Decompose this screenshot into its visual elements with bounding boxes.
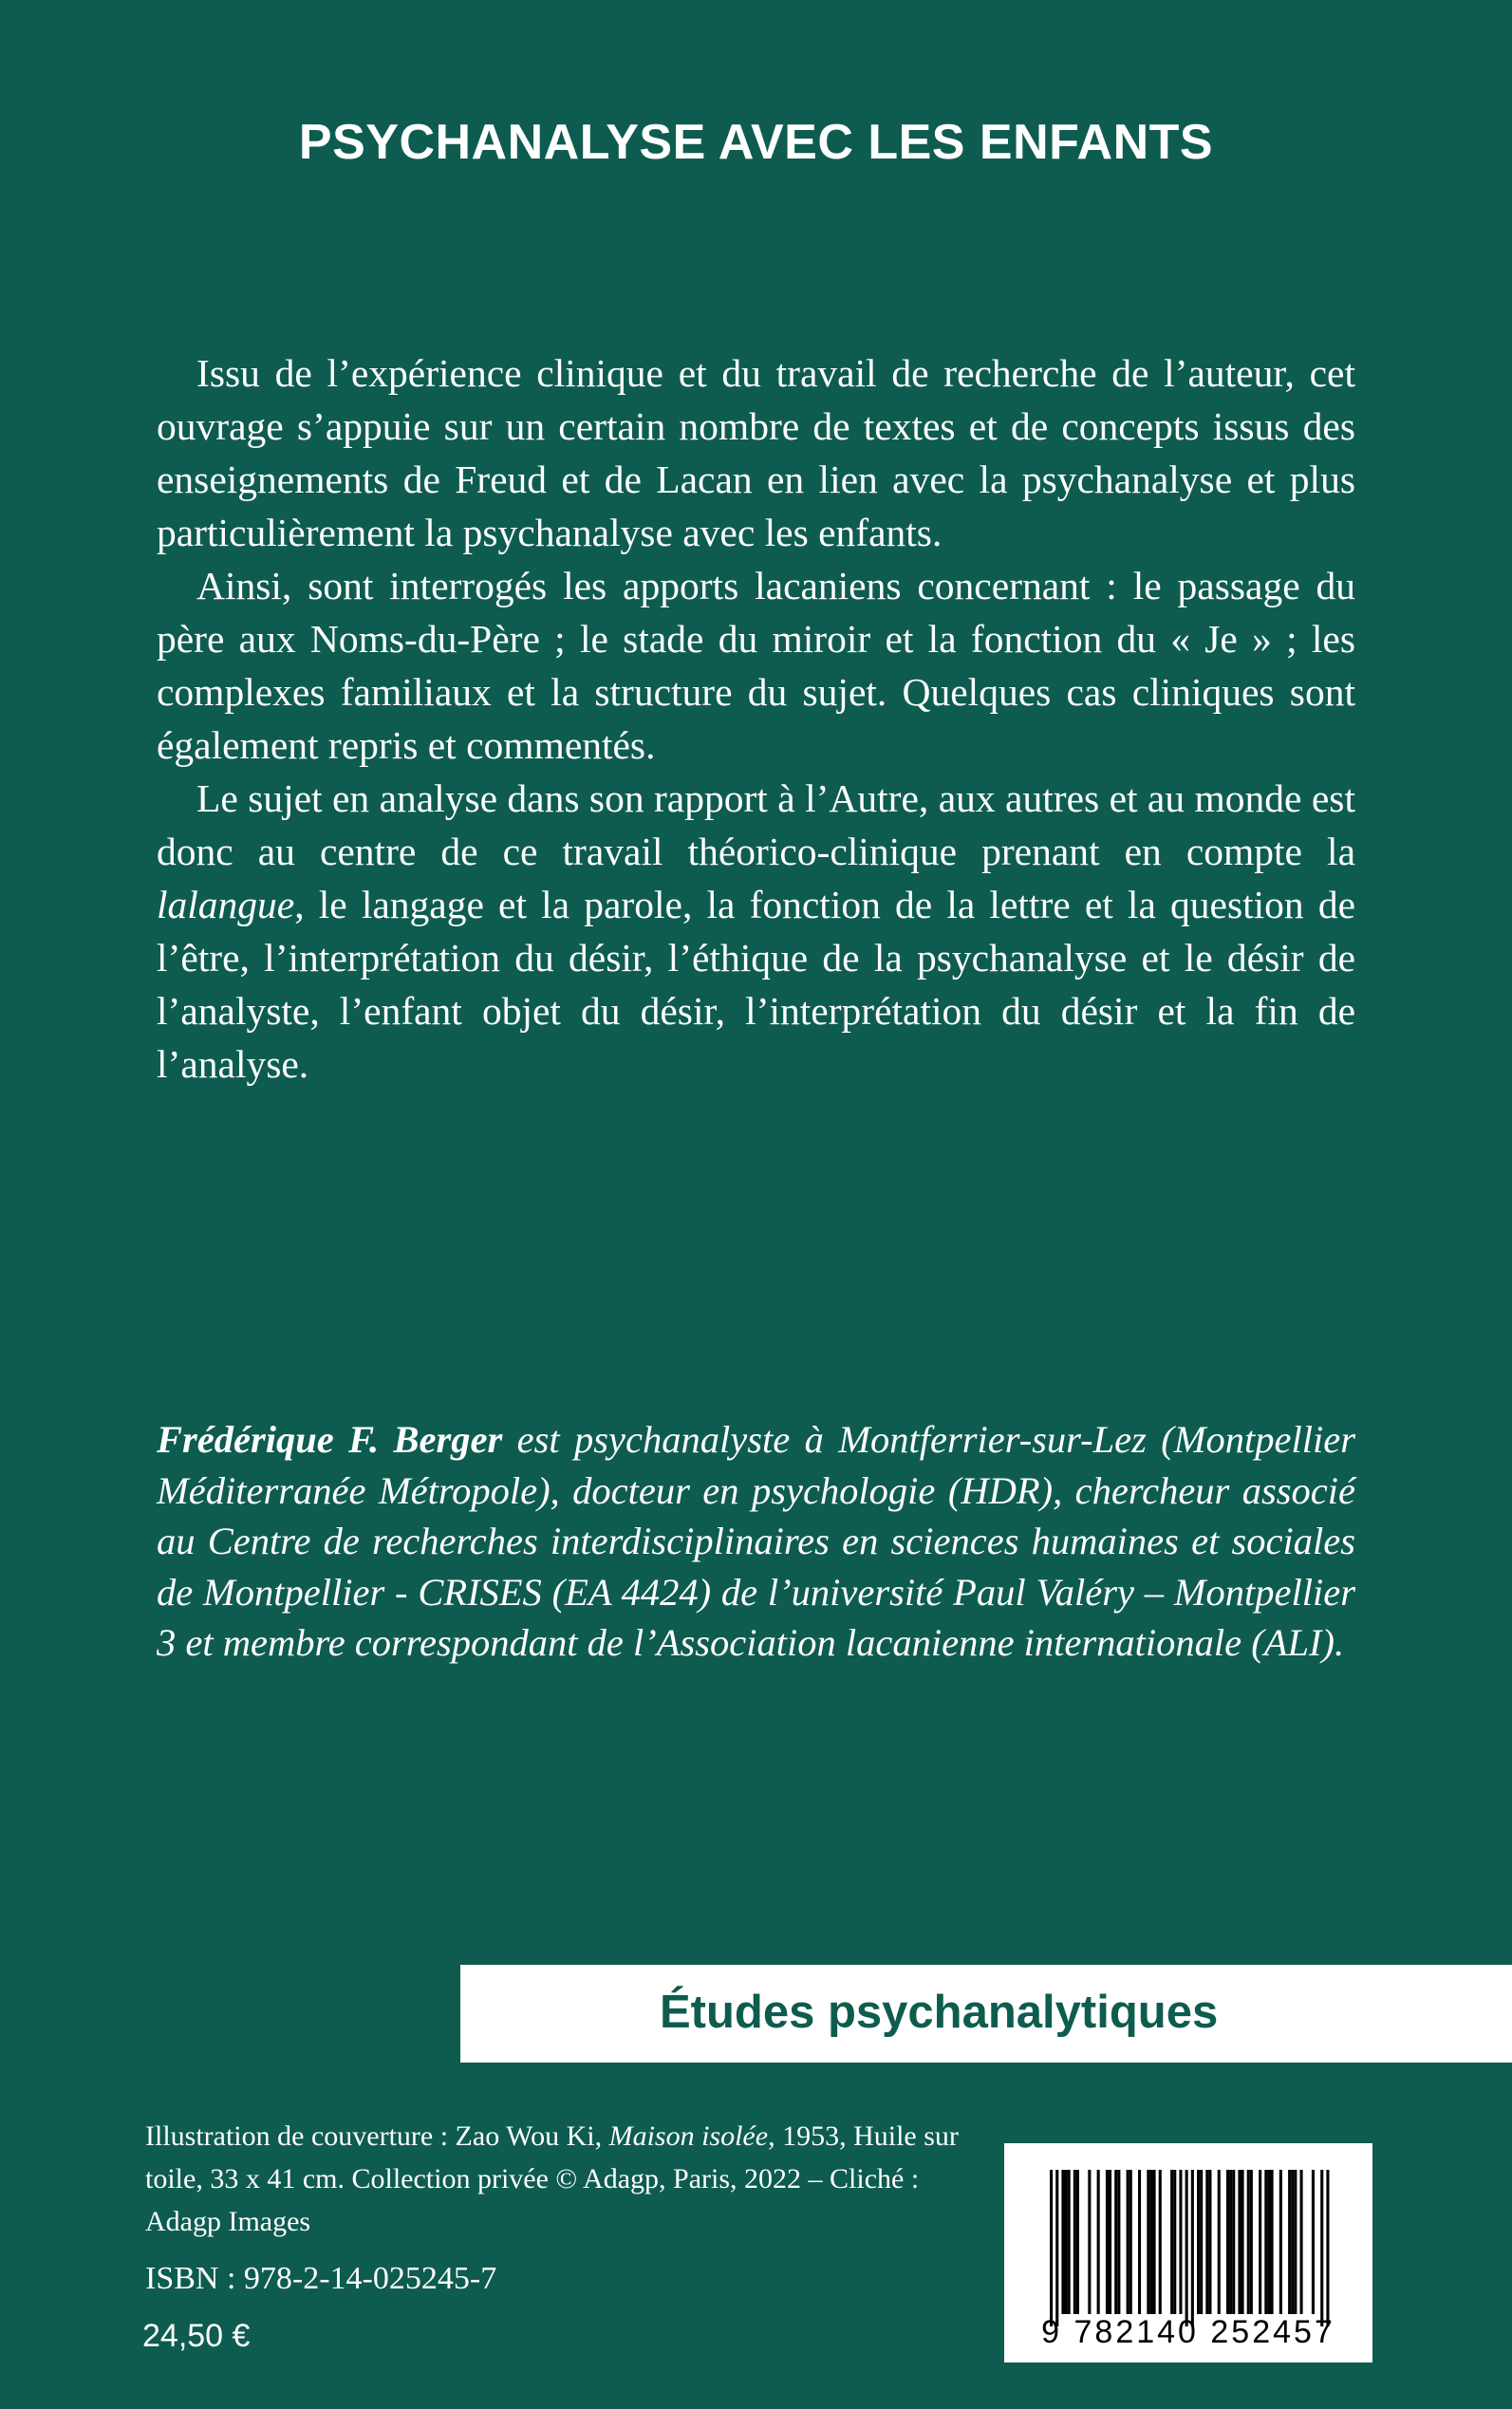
barcode-bar — [1300, 2170, 1303, 2314]
summary-p3-end: , le langage et la parole, la fonction de la lettre et la question de l’être, l’interprétation du désir, l’éthique de la psychanalyse et le désir de l’analyste, l’enfant objet du désir, l’interprétation du désir et la fin de l’analyse. — [157, 883, 1355, 1086]
barcode-number: 9 782140 252457 — [1041, 2314, 1335, 2350]
barcode-bar — [1238, 2170, 1241, 2314]
barcode-bar — [1208, 2170, 1211, 2314]
barcode-bar — [1185, 2170, 1188, 2326]
barcode-bar — [1068, 2170, 1071, 2314]
barcode-bar — [1153, 2170, 1156, 2314]
summary-p3-start: Le sujet en analyse dans son rapport à l’Autre, aux autres et au monde est donc au centre de ce travail théorico-clinique prenant en compte la — [157, 776, 1355, 873]
barcode-bar — [1288, 2170, 1291, 2314]
barcode-bar — [1097, 2170, 1100, 2314]
cover-credit — [145, 2115, 961, 2243]
series-name: Études psychanalytiques — [660, 1987, 1219, 2038]
credit-artwork-title: Maison isolée — [608, 2120, 769, 2152]
barcode-bar — [1197, 2170, 1200, 2314]
barcode-bar — [1259, 2170, 1261, 2314]
summary-paragraph-2: Ainsi, sont interrogés les apports lacaniens concernant : le passage du père aux Noms-du-Père ; le stade du miroir et la fonction du « Je » ; les complexes familiaux et la structure du sujet. Quelques cas cliniques sont également repris et commentés. — [157, 564, 1355, 767]
barcode-bar — [1250, 2170, 1253, 2314]
summary-p3-italic: lalangue — [157, 883, 295, 926]
barcode-bar — [1179, 2170, 1182, 2314]
barcode-bar — [1159, 2170, 1162, 2314]
barcode-bar — [1109, 2170, 1111, 2314]
author-bio-text: est psychanalyste à Montferrier-sur-Lez (Montpellier Méditerranée Métropole), docteur en psychologie (HDR), chercheur associé au Centre de recherches interdisciplinaires en sciences humaines et sociales de Montpellier - CRISES (EA 4424) de l’université Paul Valéry – Montpellier 3 et membre correspondant de l’Association lacanienne internationale (ALI). — [157, 1418, 1355, 1664]
barcode-bar — [1055, 2170, 1058, 2326]
barcode-bar — [1267, 2170, 1270, 2314]
barcode-bar — [1191, 2170, 1194, 2326]
barcode-bar — [1088, 2170, 1091, 2314]
barcode-bar — [1050, 2170, 1053, 2326]
book-summary — [157, 346, 1355, 1091]
barcode-bar — [1241, 2170, 1244, 2314]
author-bio — [157, 1414, 1355, 1669]
barcode — [1004, 2143, 1372, 2362]
barcode-bar — [1205, 2170, 1208, 2314]
isbn: ISBN : 978-2-14-025245-7 — [145, 2261, 497, 2296]
credit-end: , 1953, Huile sur toile, 33 x 41 cm. Collection privée © Adagp, Paris, 2022 – Cliché : Adagp Images — [145, 2120, 959, 2237]
summary-paragraph-1: Issu de l’expérience clinique et du travail de recherche de l’auteur, cet ouvrage s’appuie sur un certain nombre de textes et de concepts issus des enseignements de Freud et de Lacan en lien avec la psychanalyse et plus particulièrement la psychanalyse avec les enfants. — [157, 351, 1355, 554]
barcode-bar — [1312, 2170, 1315, 2314]
barcode-bar — [1291, 2170, 1294, 2314]
barcode-bar — [1232, 2170, 1235, 2314]
summary-paragraph-3 — [157, 772, 1355, 1091]
barcode-bar — [1173, 2170, 1176, 2314]
barcode-bar — [1247, 2170, 1250, 2314]
barcode-bar — [1264, 2170, 1267, 2314]
barcode-bar — [1114, 2170, 1117, 2314]
barcode-bar — [1065, 2170, 1068, 2314]
author-name: Frédérique F. Berger — [157, 1418, 503, 1461]
series-banner — [460, 1965, 1512, 2063]
barcode-bar — [1294, 2170, 1297, 2314]
book-title: PSYCHANALYSE AVEC LES ENFANTS — [298, 115, 1214, 170]
barcode-bar — [1200, 2170, 1203, 2314]
barcode-bar — [1170, 2170, 1173, 2314]
barcode-bar — [1073, 2170, 1076, 2314]
credit-start: Illustration de couverture : Zao Wou Ki, — [145, 2120, 609, 2152]
barcode-bar — [1117, 2170, 1120, 2314]
barcode-bar — [1127, 2170, 1129, 2314]
barcode-bar — [1149, 2170, 1152, 2314]
barcode-bar — [1271, 2170, 1274, 2314]
barcode-bar — [1320, 2170, 1323, 2326]
barcode-bar — [1138, 2170, 1141, 2314]
barcode-bar — [1326, 2170, 1329, 2326]
barcode-bar — [1218, 2170, 1221, 2314]
barcode-bar — [1061, 2170, 1064, 2314]
price: 24,50 € — [142, 2318, 251, 2354]
barcode-bar — [1106, 2170, 1109, 2314]
barcode-bar — [1147, 2170, 1149, 2314]
barcode-bar — [1229, 2170, 1232, 2314]
barcode-bar — [1279, 2170, 1282, 2314]
barcode-bar — [1129, 2170, 1132, 2314]
barcode-bar — [1076, 2170, 1079, 2314]
barcode-bar — [1226, 2170, 1229, 2314]
